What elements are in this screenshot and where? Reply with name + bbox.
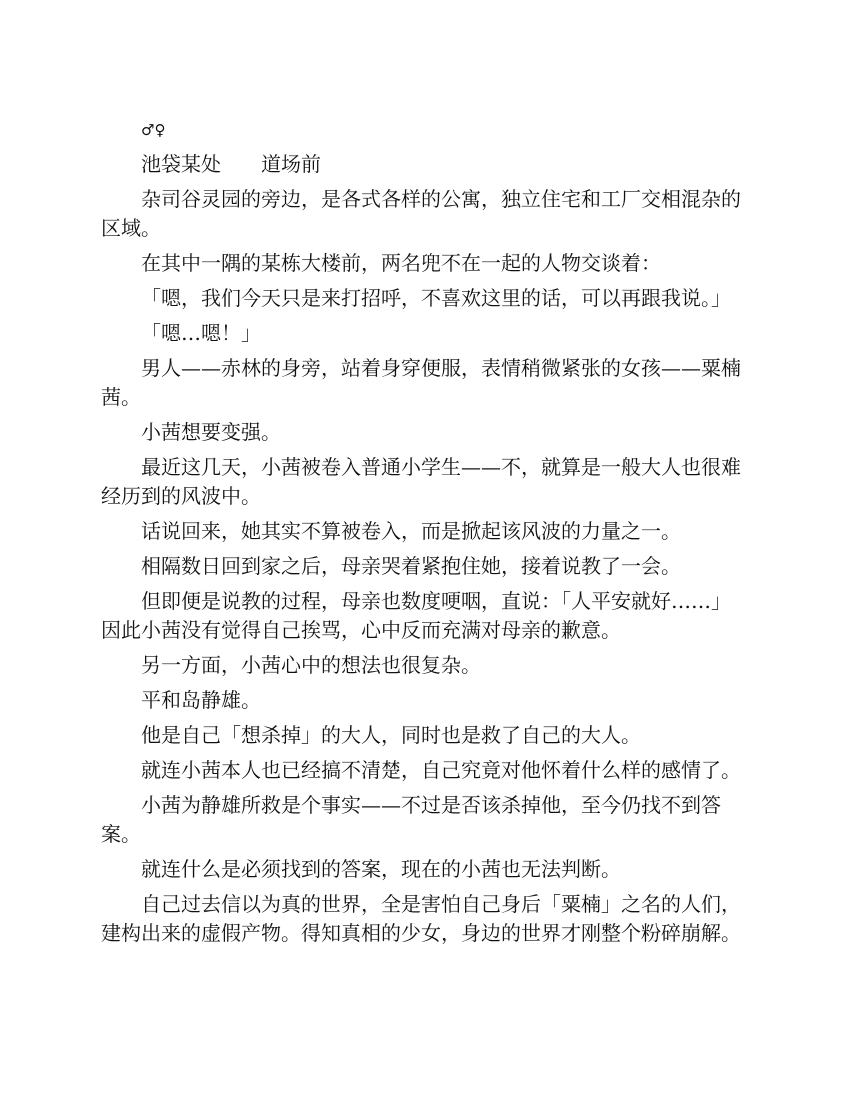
paragraph: 相隔数日回到家之后，母亲哭着紧抱住她，接着说教了一会。 bbox=[141, 554, 681, 578]
paragraph: 男人——赤林的身旁，站着身穿便服，表情稍微紧张的女孩——粟楠茜。 bbox=[101, 356, 741, 409]
paragraph: 杂司谷灵园的旁边，是各式各样的公寓，独立住宅和工厂交相混杂的区域。 bbox=[101, 187, 741, 240]
paragraph: 就连小茜本人也已经搞不清楚，自己究竟对他怀着什么样的感情了。 bbox=[141, 758, 741, 782]
paragraph: 另一方面，小茜心中的想法也很复杂。 bbox=[141, 653, 481, 677]
paragraph: 平和岛静雄。 bbox=[141, 688, 261, 712]
paragraph: 但即便是说教的过程，母亲也数度哽咽，直说：「人平安就好……」因此小茜没有觉得自己挨骂，心中反而充满对母亲的歉意。 bbox=[101, 589, 731, 642]
paragraph: 他是自己「想杀掉」的大人，同时也是救了自己的大人。 bbox=[141, 723, 641, 747]
paragraph: 小茜为静雄所救是个事实——不过是否该杀掉他，至今仍找不到答案。 bbox=[101, 793, 721, 846]
paragraph: 小茜想要变强。 bbox=[141, 420, 281, 444]
paragraph: 「嗯…嗯！」 bbox=[141, 321, 261, 345]
paragraph: 「嗯，我们今天只是来打招呼，不喜欢这里的话，可以再跟我说。」 bbox=[141, 286, 731, 310]
paragraph: 自己过去信以为真的世界，全是害怕自己身后「粟楠」之名的人们，建构出来的虚假产物。得知真相的少女，身边的世界才刚整个粉碎崩解。 bbox=[101, 892, 741, 945]
gender-symbols: ♂♀ bbox=[141, 121, 166, 139]
paragraph: 在其中一隅的某栋大楼前，两名兜不在一起的人物交谈着： bbox=[141, 251, 661, 275]
text-body bbox=[101, 120, 749, 954]
scene-heading: 池袋某处 道场前 bbox=[141, 152, 321, 176]
paragraph: 最近这几天，小茜被卷入普通小学生——不，就算是一般大人也很难经历到的风波中。 bbox=[101, 455, 741, 508]
paragraph: 就连什么是必须找到的答案，现在的小茜也无法判断。 bbox=[141, 857, 621, 881]
paragraph: 话说回来，她其实不算被卷入，而是掀起该风波的力量之一。 bbox=[141, 519, 681, 543]
